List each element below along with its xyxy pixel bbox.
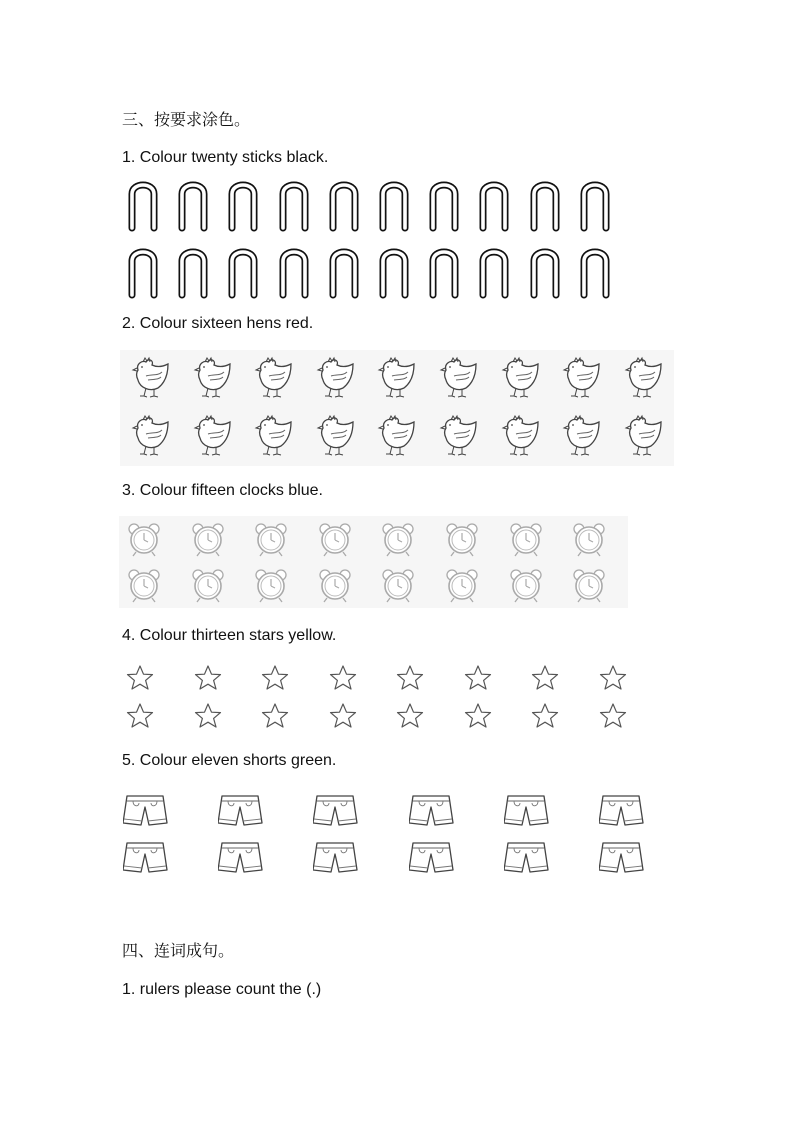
candy-cane-stick-icon xyxy=(174,247,212,301)
candy-cane-stick-icon xyxy=(526,247,564,301)
shorts-icon xyxy=(123,793,168,827)
star-icon xyxy=(261,664,289,691)
star-icon xyxy=(329,702,357,729)
candy-cane-stick-icon xyxy=(224,180,262,234)
shorts-icon xyxy=(218,793,263,827)
star-icon xyxy=(126,702,154,729)
task-4-label: 4. Colour thirteen stars yellow. xyxy=(122,627,337,644)
candy-cane-stick-icon xyxy=(375,180,413,234)
hen-icon xyxy=(498,414,540,456)
star-icon xyxy=(261,702,289,729)
star-icon xyxy=(194,664,222,691)
star-icon xyxy=(531,702,559,729)
alarm-clock-icon xyxy=(509,522,543,557)
shorts-icon xyxy=(409,840,454,874)
hen-icon xyxy=(128,356,170,398)
hen-icon xyxy=(313,414,355,456)
alarm-clock-icon xyxy=(191,522,225,557)
alarm-clock-icon xyxy=(572,522,606,557)
star-icon xyxy=(396,702,424,729)
candy-cane-stick-icon xyxy=(375,247,413,301)
star-icon xyxy=(464,702,492,729)
candy-cane-stick-icon xyxy=(425,180,463,234)
alarm-clock-icon xyxy=(127,522,161,557)
alarm-clock-icon xyxy=(572,568,606,603)
hen-icon xyxy=(374,414,416,456)
alarm-clock-icon xyxy=(445,522,479,557)
section-4-item-1: 1. rulers please count the (.) xyxy=(122,981,322,998)
section-4-heading: 四、连词成句。 xyxy=(122,943,235,960)
section-3-heading: 三、按要求涂色。 xyxy=(122,112,251,129)
alarm-clock-icon xyxy=(318,568,352,603)
star-icon xyxy=(599,664,627,691)
hen-icon xyxy=(374,356,416,398)
candy-cane-stick-icon xyxy=(475,247,513,301)
alarm-clock-icon xyxy=(254,568,288,603)
shorts-icon xyxy=(218,840,263,874)
candy-cane-stick-icon xyxy=(275,247,313,301)
shorts-icon xyxy=(504,793,549,827)
star-icon xyxy=(126,664,154,691)
task-1-label: 1. Colour twenty sticks black. xyxy=(122,149,329,166)
hen-icon xyxy=(190,356,232,398)
hen-icon xyxy=(251,356,293,398)
candy-cane-stick-icon xyxy=(224,247,262,301)
star-icon xyxy=(464,664,492,691)
hen-icon xyxy=(251,414,293,456)
candy-cane-stick-icon xyxy=(576,180,614,234)
alarm-clock-icon xyxy=(127,568,161,603)
star-icon xyxy=(329,664,357,691)
shorts-icon xyxy=(599,793,644,827)
hen-icon xyxy=(128,414,170,456)
candy-cane-stick-icon xyxy=(124,247,162,301)
star-icon xyxy=(396,664,424,691)
star-icon xyxy=(531,664,559,691)
shorts-icon xyxy=(313,840,358,874)
star-icon xyxy=(194,702,222,729)
star-icon xyxy=(599,702,627,729)
alarm-clock-icon xyxy=(381,522,415,557)
hen-icon xyxy=(559,414,601,456)
hen-icon xyxy=(621,414,663,456)
hen-icon xyxy=(313,356,355,398)
candy-cane-stick-icon xyxy=(124,180,162,234)
shorts-icon xyxy=(504,840,549,874)
candy-cane-stick-icon xyxy=(325,247,363,301)
shorts-icon xyxy=(409,793,454,827)
task-3-label: 3. Colour fifteen clocks blue. xyxy=(122,482,323,499)
shorts-icon xyxy=(599,840,644,874)
hen-icon xyxy=(621,356,663,398)
candy-cane-stick-icon xyxy=(275,180,313,234)
hen-icon xyxy=(498,356,540,398)
candy-cane-stick-icon xyxy=(174,180,212,234)
alarm-clock-icon xyxy=(191,568,225,603)
candy-cane-stick-icon xyxy=(576,247,614,301)
alarm-clock-icon xyxy=(445,568,479,603)
hen-icon xyxy=(559,356,601,398)
hen-icon xyxy=(436,356,478,398)
candy-cane-stick-icon xyxy=(475,180,513,234)
task-5-label: 5. Colour eleven shorts green. xyxy=(122,752,337,769)
candy-cane-stick-icon xyxy=(425,247,463,301)
candy-cane-stick-icon xyxy=(325,180,363,234)
alarm-clock-icon xyxy=(318,522,352,557)
alarm-clock-icon xyxy=(381,568,415,603)
alarm-clock-icon xyxy=(254,522,288,557)
candy-cane-stick-icon xyxy=(526,180,564,234)
task-2-label: 2. Colour sixteen hens red. xyxy=(122,315,314,332)
alarm-clock-icon xyxy=(509,568,543,603)
shorts-icon xyxy=(313,793,358,827)
hen-icon xyxy=(436,414,478,456)
hen-icon xyxy=(190,414,232,456)
shorts-icon xyxy=(123,840,168,874)
